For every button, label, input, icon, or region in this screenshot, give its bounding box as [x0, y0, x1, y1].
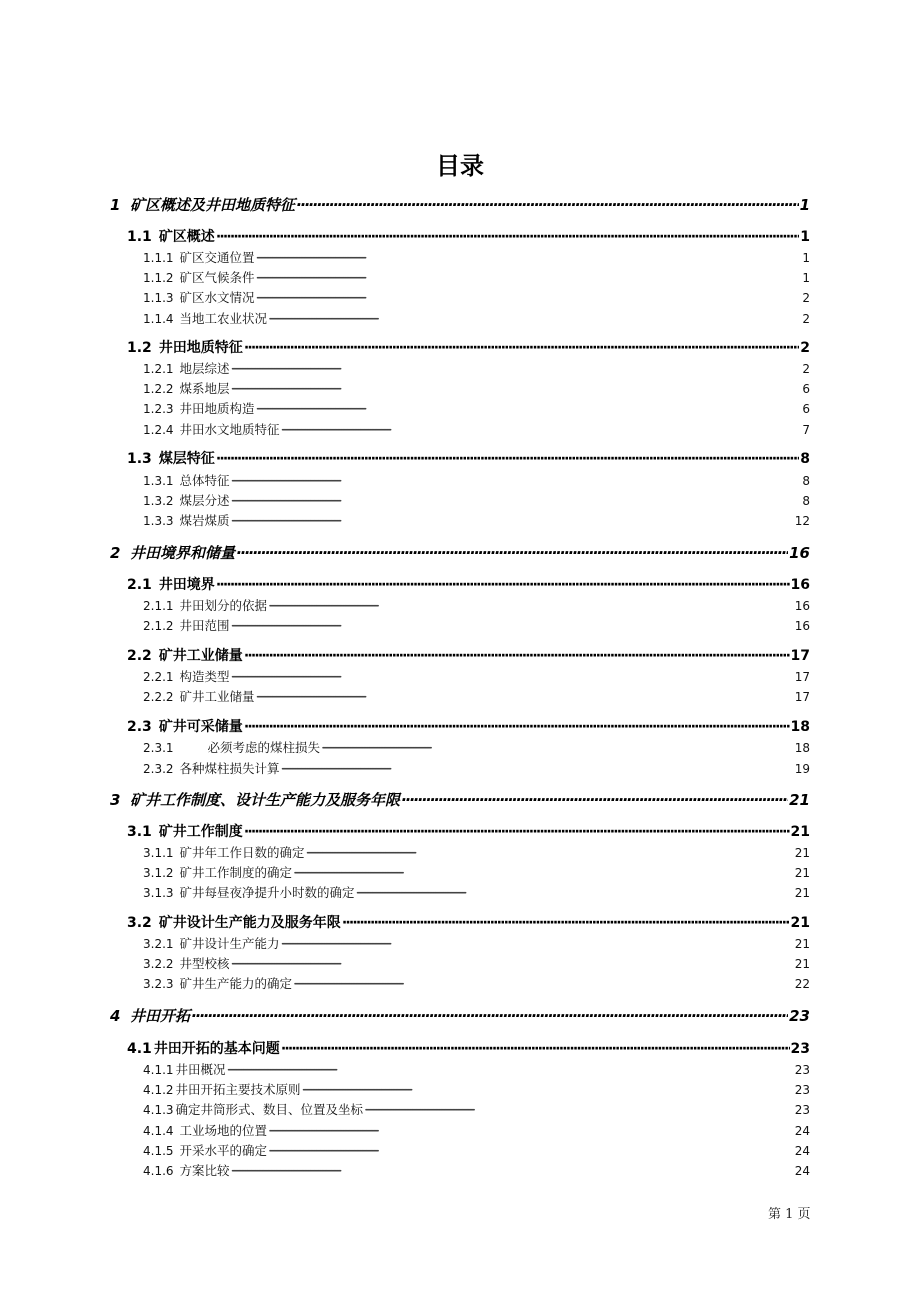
toc-leader-dots [268, 598, 794, 615]
toc-entry-page: 23 [794, 1103, 810, 1117]
toc-entry-label: 井田境界和储量 [130, 544, 236, 562]
toc-entry-label: 必须考虑的煤柱损失 [207, 740, 321, 755]
toc-leader-dots [244, 339, 799, 358]
toc-entry-section[interactable] [127, 450, 810, 469]
toc-entry-label: 各种煤柱损失计算 [179, 761, 280, 776]
toc-entry-subsection[interactable] [143, 597, 810, 615]
toc-entry-subsection[interactable] [143, 512, 810, 530]
toc-entry-number: 1.3.2 [143, 494, 174, 508]
toc-entry-subsection[interactable] [143, 492, 810, 510]
toc-entry-number: 4.1.1 [143, 1063, 174, 1077]
toc-entry-subsection[interactable] [143, 1081, 810, 1099]
toc-entry-label: 矿井工业储量 [179, 689, 255, 704]
toc-leader-dots [256, 250, 802, 267]
toc-entry-label: 井田地质构造 [179, 401, 255, 416]
toc-entry-page: 21 [790, 824, 810, 840]
toc-entry-page: 17 [794, 690, 810, 704]
toc-entry-number: 2.2.1 [143, 670, 174, 684]
toc-entry-page: 2 [800, 340, 810, 356]
toc-leader-dots [364, 1102, 794, 1119]
toc-entry-number: 1.2.2 [143, 382, 174, 396]
toc-entry-section[interactable] [127, 228, 810, 247]
toc-entry-number: 3.2 [127, 915, 152, 931]
toc-entry-label: 确定井筒形式、数目、位置及坐标 [175, 1102, 364, 1117]
toc-leader-dots [231, 361, 802, 378]
toc-entry-number: 3.2.2 [143, 957, 174, 971]
toc-entry-page: 16 [794, 599, 810, 613]
toc-entry-subsection[interactable] [143, 844, 810, 862]
toc-entry-subsection[interactable] [143, 955, 810, 973]
toc-entry-page: 24 [794, 1164, 810, 1178]
toc-entry-page: 16 [794, 619, 810, 633]
toc-entry-chapter[interactable] [110, 195, 810, 215]
toc-entry-number: 1.2.1 [143, 362, 174, 376]
toc-entry-page: 16 [790, 577, 810, 593]
toc-entry-number: 4.1.4 [143, 1124, 174, 1138]
toc-leader-dots [191, 1006, 788, 1026]
toc-entry-label: 井田划分的依据 [179, 598, 268, 613]
toc-entry-page: 2 [802, 291, 810, 305]
toc-leader-dots [281, 1040, 790, 1059]
toc-leader-dots [342, 914, 790, 933]
toc-entry-page: 8 [802, 494, 810, 508]
toc-entry-number: 1.2.3 [143, 402, 174, 416]
toc-entry-subsection[interactable] [143, 1122, 810, 1140]
toc-entry-number: 4 [110, 1007, 121, 1025]
toc-entry-subsection[interactable] [143, 1142, 810, 1160]
toc-leader-dots [293, 865, 794, 882]
toc-entry-page: 21 [790, 915, 810, 931]
toc-entry-label: 矿区气候条件 [179, 270, 255, 285]
toc-entry-number: 3.2.3 [143, 977, 174, 991]
toc-entry-label: 矿井年工作日数的确定 [179, 845, 305, 860]
toc-leader-dots [256, 270, 802, 287]
toc-entry-page: 12 [794, 514, 810, 528]
page-number-footer: 第 1 页 [768, 1207, 811, 1222]
toc-entry-number: 4.1 [127, 1041, 152, 1057]
toc-entry-page: 24 [794, 1144, 810, 1158]
toc-entry-number: 3.2.1 [143, 937, 174, 951]
toc-entry-number: 1.3 [127, 451, 152, 467]
toc-entry-page: 8 [802, 474, 810, 488]
toc-entry-page: 22 [794, 977, 810, 991]
toc-entry-page: 1 [802, 251, 810, 265]
toc-entry-label: 矿井工业储量 [158, 648, 243, 664]
toc-leader-dots [268, 1143, 794, 1160]
toc-entry-label: 矿区水文情况 [179, 290, 255, 305]
toc-leader-dots [231, 956, 794, 973]
toc-entry-subsection[interactable] [143, 688, 810, 706]
toc-entry-subsection[interactable] [143, 739, 810, 757]
toc-leader-dots [268, 1123, 794, 1140]
toc-entry-section[interactable] [127, 576, 810, 595]
toc-leader-dots [231, 1163, 794, 1180]
toc-entry-page: 2 [802, 362, 810, 376]
toc-entry-page: 8 [800, 451, 810, 467]
toc-entry-number: 3.1 [127, 824, 152, 840]
toc-entry-subsection[interactable] [143, 1162, 810, 1180]
toc-entry-number: 4.1.6 [143, 1164, 174, 1178]
toc-entry-page: 18 [790, 719, 810, 735]
toc-leader-dots [321, 740, 794, 757]
toc-entry-page: 1 [802, 271, 810, 285]
toc-entry-subsection[interactable] [143, 360, 810, 378]
toc-entry-page: 16 [789, 544, 810, 562]
toc-entry-page: 21 [794, 957, 810, 971]
toc-leader-dots [231, 381, 802, 398]
toc-entry-label: 矿井可采储量 [158, 719, 243, 735]
toc-entry-subsection[interactable] [143, 310, 810, 328]
toc-entry-number: 1.1 [127, 229, 152, 245]
toc-leader-dots [281, 422, 802, 439]
toc-entry-label: 当地工农业状况 [179, 311, 268, 326]
toc-entry-page: 23 [789, 1007, 810, 1025]
toc-entry-label: 煤层特征 [158, 451, 215, 467]
toc-entry-number: 2.3.2 [143, 762, 174, 776]
toc-entry-page: 23 [794, 1063, 810, 1077]
toc-entry-subsection[interactable] [143, 935, 810, 953]
toc-entry-number: 3.1.2 [143, 866, 174, 880]
toc-leader-dots [244, 823, 790, 842]
toc-entry-subsection[interactable] [143, 760, 810, 778]
toc-leader-dots [231, 473, 802, 490]
toc-leader-dots [356, 885, 794, 902]
toc-entry-subsection[interactable] [143, 617, 810, 635]
toc-entry-section[interactable] [127, 339, 810, 358]
toc-entry-number: 2.1.1 [143, 599, 174, 613]
toc-entry-label: 矿井生产能力的确定 [179, 976, 293, 991]
toc-entry-subsection[interactable] [143, 269, 810, 287]
toc-entry-page: 6 [802, 402, 810, 416]
toc-leader-dots [256, 290, 802, 307]
toc-leader-dots [231, 493, 802, 510]
toc-entry-section[interactable] [127, 647, 810, 666]
toc-entry-page: 21 [789, 791, 810, 809]
toc-entry-label: 井田开拓 [130, 1007, 191, 1025]
toc-leader-dots [244, 647, 790, 666]
toc-entry-subsection[interactable] [143, 421, 810, 439]
toc-entry-page: 19 [794, 762, 810, 776]
toc-leader-dots [256, 689, 794, 706]
toc-entry-subsection[interactable] [143, 289, 810, 307]
toc-entry-page: 23 [790, 1041, 810, 1057]
toc-entry-label: 井田水文地质特征 [179, 422, 280, 437]
toc-entry-number: 4.1.3 [143, 1103, 174, 1117]
toc-leader-dots [236, 543, 788, 563]
toc-entry-label: 矿井设计生产能力及服务年限 [158, 915, 341, 931]
toc-entry-label: 煤系地层 [179, 381, 230, 396]
toc-entry-subsection[interactable] [143, 668, 810, 686]
toc-entry-label: 构造类型 [179, 669, 230, 684]
toc-entry-label: 井田境界 [158, 577, 215, 593]
toc-entry-number: 1.1.1 [143, 251, 174, 265]
toc-entry-label: 矿区概述及井田地质特征 [130, 196, 296, 214]
toc-entry-number: 2 [110, 544, 121, 562]
toc-leader-dots [227, 1062, 794, 1079]
toc-entry-number: 2.2 [127, 648, 152, 664]
toc-entry-label: 井田开拓的基本问题 [153, 1041, 280, 1057]
toc-entry-chapter[interactable] [110, 790, 810, 810]
toc-entry-section[interactable] [127, 823, 810, 842]
toc-entry-label: 开采水平的确定 [179, 1143, 268, 1158]
toc-entry-page: 21 [794, 937, 810, 951]
toc-leader-dots [216, 450, 799, 469]
toc-leader-dots [296, 195, 799, 215]
toc-entry-number: 2.1.2 [143, 619, 174, 633]
toc-entry-label: 矿井工作制度 [158, 824, 243, 840]
toc-entry-label: 矿井每昼夜净提升小时数的确定 [179, 885, 355, 900]
toc-entry-subsection[interactable] [143, 1061, 810, 1079]
toc-leader-dots [216, 228, 799, 247]
toc-entry-chapter[interactable] [110, 1006, 810, 1026]
toc-entry-number: 3 [110, 791, 121, 809]
toc-entry-number: 4.1.5 [143, 1144, 174, 1158]
toc-entry-label: 总体特征 [179, 473, 230, 488]
toc-entry-number: 1.1.3 [143, 291, 174, 305]
toc-leader-dots [216, 576, 790, 595]
toc-entry-label: 煤岩煤质 [179, 513, 230, 528]
toc-entry-subsection[interactable] [143, 472, 810, 490]
toc-entry-page: 23 [794, 1083, 810, 1097]
toc-entry-label: 矿区概述 [158, 229, 215, 245]
toc-leader-dots [231, 669, 794, 686]
toc-entry-subsection[interactable] [143, 380, 810, 398]
toc-entry-label: 矿井工作制度的确定 [179, 865, 293, 880]
toc-entry-number: 1.2 [127, 340, 152, 356]
toc-entry-label: 矿井工作制度、设计生产能力及服务年限 [130, 791, 401, 809]
toc-leader-dots [231, 618, 794, 635]
toc-entry-number: 1.1.2 [143, 271, 174, 285]
toc-entry-label: 煤层分述 [179, 493, 230, 508]
toc-entry-page: 2 [802, 312, 810, 326]
toc-entry-page: 24 [794, 1124, 810, 1138]
toc-entry-number: 1.1.4 [143, 312, 174, 326]
toc-entry-subsection[interactable] [143, 1101, 810, 1119]
toc-leader-dots [268, 311, 801, 328]
toc-entry-number: 2.2.2 [143, 690, 174, 704]
toc-leader-dots [293, 976, 794, 993]
toc-leader-dots [302, 1082, 794, 1099]
page-title: 目录 [436, 152, 484, 180]
toc-entry-page: 1 [800, 229, 810, 245]
toc-entry-subsection[interactable] [143, 884, 810, 902]
toc-entry-label: 井型校核 [179, 956, 230, 971]
toc-entry-page: 7 [802, 423, 810, 437]
toc-leader-dots [231, 513, 794, 530]
toc-entry-section[interactable] [127, 1040, 810, 1059]
toc-leader-dots [401, 790, 788, 810]
toc-entry-number: 4.1.2 [143, 1083, 174, 1097]
toc-entry-subsection[interactable] [143, 249, 810, 267]
toc-entry-number: 2.3.1 [143, 741, 174, 755]
toc-entry-subsection[interactable] [143, 975, 810, 993]
toc-entry-subsection[interactable] [143, 400, 810, 418]
toc-entry-page: 17 [794, 670, 810, 684]
toc-entry-chapter[interactable] [110, 543, 810, 563]
toc-entry-label: 矿区交通位置 [179, 250, 255, 265]
toc-entry-page: 18 [794, 741, 810, 755]
toc-entry-label: 井田范围 [179, 618, 230, 633]
toc-entry-page: 1 [799, 196, 810, 214]
toc-entry-number: 1 [110, 196, 121, 214]
toc-entry-page: 17 [790, 648, 810, 664]
toc-entry-number: 1.2.4 [143, 423, 174, 437]
toc-entry-number: 1.3.1 [143, 474, 174, 488]
toc-leader-dots [256, 401, 802, 418]
toc-entry-number: 3.1.1 [143, 846, 174, 860]
toc-leader-dots [306, 845, 794, 862]
toc-entry-section[interactable] [127, 914, 810, 933]
toc-entry-number: 3.1.3 [143, 886, 174, 900]
toc-entry-label: 方案比较 [179, 1163, 230, 1178]
toc-entry-page: 21 [794, 866, 810, 880]
toc-entry-label: 井田概况 [175, 1062, 226, 1077]
toc-entry-label: 井田开拓主要技术原则 [175, 1082, 301, 1097]
toc-entry-page: 6 [802, 382, 810, 396]
toc-entry-section[interactable] [127, 718, 810, 737]
toc-entry-page: 21 [794, 846, 810, 860]
toc-leader-dots [281, 936, 794, 953]
toc-entry-label: 地层综述 [179, 361, 230, 376]
toc-entry-number: 2.1 [127, 577, 152, 593]
toc-entry-label: 工业场地的位置 [179, 1123, 268, 1138]
toc-entry-label: 井田地质特征 [158, 340, 243, 356]
toc-entry-subsection[interactable] [143, 864, 810, 882]
toc-entry-label: 矿井设计生产能力 [179, 936, 280, 951]
toc-leader-dots [244, 718, 790, 737]
toc-leader-dots [281, 761, 794, 778]
toc-entry-number: 1.3.3 [143, 514, 174, 528]
toc-entry-page: 21 [794, 886, 810, 900]
toc-entry-number: 2.3 [127, 719, 152, 735]
